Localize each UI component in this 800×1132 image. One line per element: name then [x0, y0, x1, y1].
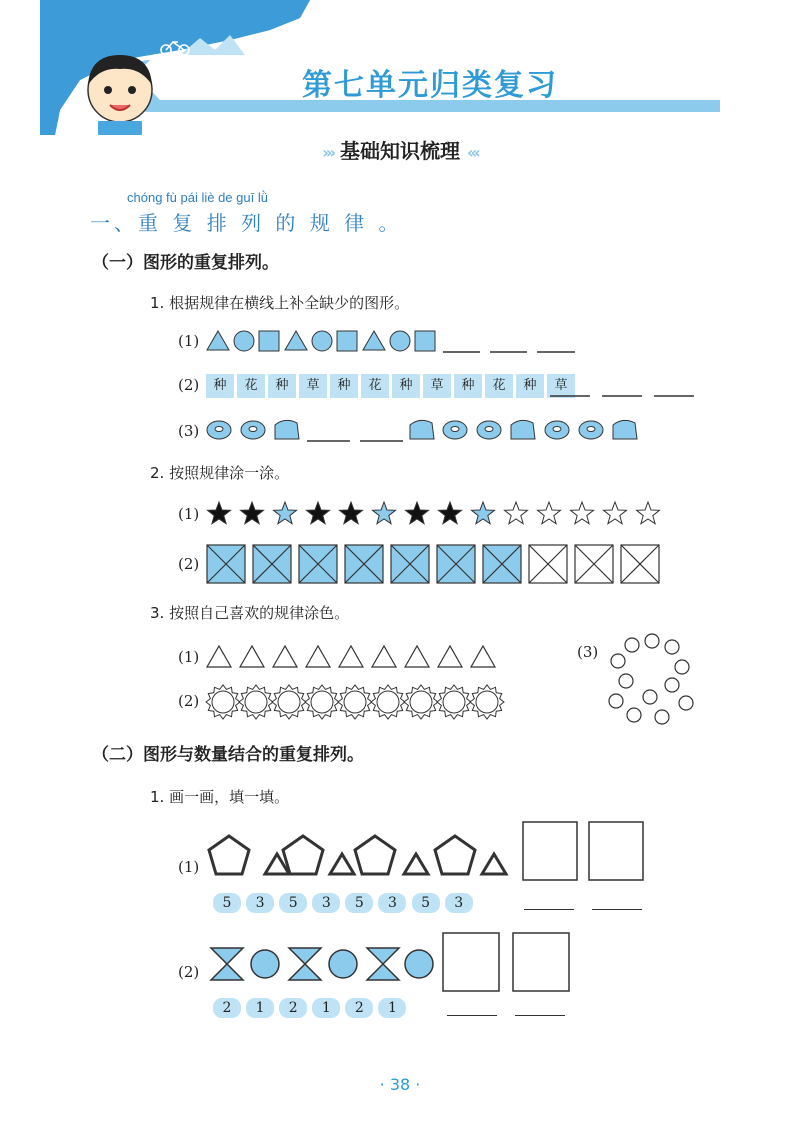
sun-row [205, 682, 525, 722]
stick-shapes-row-1 [205, 820, 655, 890]
row-label: (1) [178, 648, 200, 666]
sun-center [344, 691, 366, 713]
star-sequence [205, 498, 685, 530]
number-badge: 3 [312, 893, 340, 913]
sun-center [311, 691, 333, 713]
word-box: 草 [299, 374, 327, 398]
subheading-1: （一）图形的重复排列。 [92, 253, 279, 273]
row-label: (2) [178, 376, 200, 394]
answer-blanks [550, 380, 700, 400]
word-box: 种 [268, 374, 296, 398]
word-box: 种 [392, 374, 420, 398]
page-number: · 38 · [379, 1075, 421, 1094]
word-box: 草 [547, 374, 575, 398]
section-title-text: 基础知识梳理 [340, 139, 460, 163]
subheading-2: （二）图形与数量结合的重复排列。 [92, 745, 364, 765]
circle-ring [600, 633, 700, 728]
number-badge: 5 [345, 893, 373, 913]
number-badge: 5 [213, 893, 241, 913]
answer-blank[interactable] [515, 1014, 565, 1016]
number-badge: 5 [279, 893, 307, 913]
row-label: (2) [178, 963, 200, 981]
number-badge: 3 [378, 893, 406, 913]
question-1: 1. 根据规律在横线上补全缺少的图形。 [150, 294, 410, 312]
row-label: (3) [577, 643, 599, 661]
word-box: 种 [516, 374, 544, 398]
number-badge: 1 [246, 998, 274, 1018]
answer-blank[interactable] [447, 1014, 497, 1016]
sun-center [212, 691, 234, 713]
word-box: 种 [454, 374, 482, 398]
question-3: 3. 按照自己喜欢的规律涂色。 [150, 604, 350, 622]
row-label: (1) [178, 332, 200, 350]
number-badge: 3 [445, 893, 473, 913]
sun-center [278, 691, 300, 713]
heading-1: 一、重 复 排 列 的 规 律 。 [90, 211, 403, 235]
sun-center [245, 691, 267, 713]
word-box: 花 [485, 374, 513, 398]
answer-blank[interactable] [592, 908, 642, 910]
pinyin: chóng fù pái liè de guī lǜ [127, 190, 268, 205]
section-title [290, 135, 510, 164]
number-row-1 [213, 892, 473, 913]
number-badge: 2 [345, 998, 373, 1018]
stick-shapes-row-2 [205, 930, 585, 994]
sun-center [410, 691, 432, 713]
triangle-row [205, 643, 505, 671]
question-2: 2. 按照规律涂一涂。 [150, 464, 290, 482]
boy-avatar-icon [70, 45, 170, 135]
donut-bread-sequence [205, 415, 665, 445]
word-box: 种 [330, 374, 358, 398]
word-box: 花 [237, 374, 265, 398]
number-badge: 2 [213, 998, 241, 1018]
sun-center [377, 691, 399, 713]
row-label: (3) [178, 422, 200, 440]
shape-sequence-1 [205, 328, 585, 354]
word-box: 种 [206, 374, 234, 398]
unit-title: 第七单元归类复习 [302, 68, 558, 103]
word-box: 草 [423, 374, 451, 398]
question-2-1: 1. 画一画，填一填。 [150, 788, 290, 806]
word-box: 花 [361, 374, 389, 398]
chevron-right-icon: ‹‹‹ [466, 143, 478, 162]
row-label: (1) [178, 858, 200, 876]
answer-blank[interactable] [524, 908, 574, 910]
number-badge: 1 [312, 998, 340, 1018]
number-badge: 1 [378, 998, 406, 1018]
chevron-left-icon: ››› [322, 143, 334, 162]
word-sequence [206, 374, 578, 398]
number-badge: 3 [246, 893, 274, 913]
row-label: (2) [178, 555, 200, 573]
number-row-2 [213, 997, 406, 1018]
number-badge: 2 [279, 998, 307, 1018]
sun-center [476, 691, 498, 713]
row-label: (1) [178, 505, 200, 523]
box-sequence [205, 543, 665, 585]
row-label: (2) [178, 692, 200, 710]
sun-center [443, 691, 465, 713]
number-badge: 5 [412, 893, 440, 913]
